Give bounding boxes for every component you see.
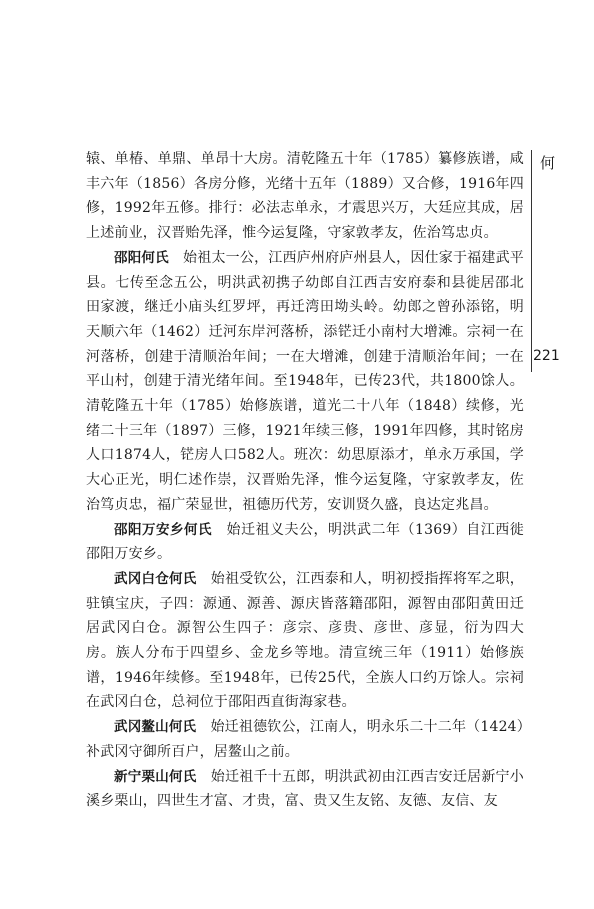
paragraph-wugang-baicang-he bbox=[86, 567, 524, 715]
paragraph-text: 始祖太一公，江西庐州府庐州县人，因仕家于福建武平县。七传至念五公，明洪武初携子幼郎自江西吉安府泰和县徙居邵北田家渡，继迁小庙头红罗坪，再迁湾田坳头岭。幼郎之曾孙添铭，明天顺六年（1462）迁河东岸河落桥，添铓迁小南村大增滩。宗祠一在河落桥，创建于清顺治年间；一在大增滩，创建于清顺治年间；一在平山村，创建于清光绪年间。至1948年，已传23代，共1800馀人。清乾隆五十年（1785）始修族谱，道光二十八年（1848）续修，光绪二十三年（1897）三修，1921年续三修，1991年四修，其时铭房人口1874人，铓房人口582人。班次：幼思原添才，单永万承国，学大心正光，明仁述作崇，汉晋贻先泽，惟今运复隆，守家敦孝友，佐治笃贞忠，福广荣显世，祖德历代芳，安训贤久盛，良达定兆昌。 bbox=[86, 249, 524, 513]
page-number: 221 bbox=[533, 348, 560, 364]
section-character: 何 bbox=[540, 154, 556, 172]
paragraph-shaoyang-wanan-he bbox=[86, 518, 524, 567]
clan-heading: 邵阳何氏 bbox=[114, 249, 169, 266]
margin-rule bbox=[531, 150, 532, 372]
body-text bbox=[86, 147, 524, 814]
paragraph-text: 始迁祖义夫公，明洪武二年（1369）自江西徙邵阳万安乡。 bbox=[86, 521, 525, 563]
paragraph-shaoyang-he bbox=[86, 246, 524, 518]
paragraph-text: 辕、单椿、单鼎、单昂十大房。清乾隆五十年（1785）纂修族谱，咸丰六年（1856）各房分修，光绪十五年（1889）又合修，1916年四修，1992年五修。排行：必法志单永，才震思兴万，大廷应其成，居上述前业，汉晋贻先泽，惟今运复隆，守家敦孝友，佐治笃忠贞。 bbox=[86, 151, 524, 242]
paragraph-continued bbox=[86, 147, 524, 246]
paragraph-text: 始迁祖德钦公，江南人，明永乐二十二年（1424）补武冈守御所百户，居鳌山之前。 bbox=[86, 719, 524, 760]
clan-heading: 武冈鳌山何氏 bbox=[114, 719, 197, 736]
paragraph-text: 始迁祖千十五郎，明洪武初由江西吉安迁居新宁小溪乡栗山，四世生才富、才贵，富、贵又生友铭、友德、友信、友 bbox=[86, 768, 525, 810]
paragraph-wugang-aoshan-he bbox=[86, 715, 524, 764]
clan-heading: 新宁栗山何氏 bbox=[114, 768, 197, 785]
paragraph-xinning-lishan-he bbox=[86, 765, 524, 814]
clan-heading: 武冈白仓何氏 bbox=[114, 570, 197, 587]
clan-heading: 邵阳万安乡何氏 bbox=[114, 521, 213, 538]
paragraph-text: 始祖受钦公，江西泰和人，明初授指挥将军之职，驻镇宝庆，子四：源通、源善、源庆皆落籍邵阳，源智由邵阳黄田迁居武冈白仓。源智公生四子：彦宗、彦贵、彦世、彦显，衍为四大房。族人分布于四望乡、金龙乡等地。清宣统三年（1911）始修族谱，1946年续修。至1948年，已传25代，全族人口约万馀人。宗祠在武冈白仓，总祠位于邵阳西直街海家巷。 bbox=[86, 570, 525, 711]
